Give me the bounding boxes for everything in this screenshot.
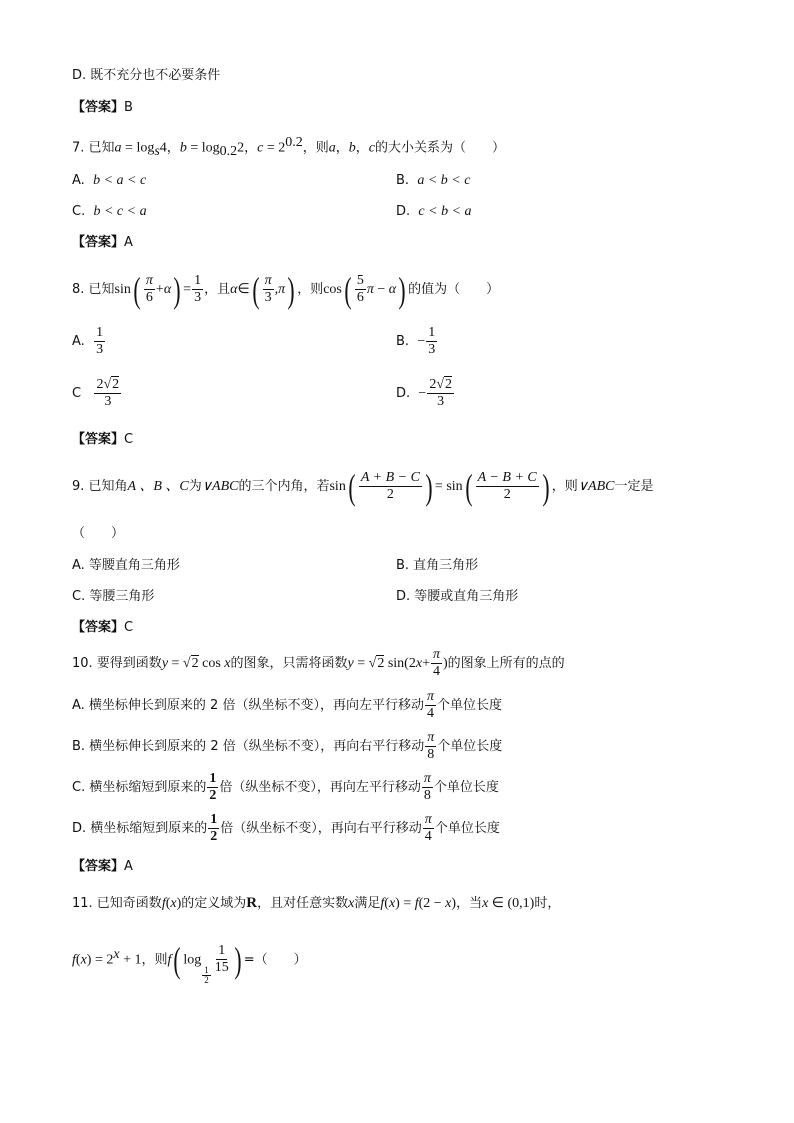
q8-option-a: A. $\frac{1}{3}$ xyxy=(72,325,104,357)
q11-line2: $f(x) = 2^x + 1$，则f( log $\frac{1}{2}$ $\frac{1}{15}$ ) =（ ） xyxy=(72,939,307,986)
q10-stem: 10. 要得到函数y = √2 cos x的图象，只需将函数y = √2 sin(2x+ $\frac{\pi}{4}$ )的图象上所有的点的 xyxy=(72,647,565,679)
q9-option-c: C. 等腰三角形 xyxy=(72,589,155,604)
q8-stem: 8. 已知sin( $\frac{\pi}{6}$ +α) = $\frac{1}{3}$ ，且α∈( $\frac{\pi}{3}$ ,π) ，则cos( $\frac{5}{6}$ π − α) 的值为（ ） xyxy=(72,269,500,310)
q7-option-d: D. c < b < a xyxy=(396,204,472,219)
q7-answer: 【答案】A xyxy=(72,235,133,250)
q8-option-b: B. − $\frac{1}{3}$ xyxy=(396,325,436,357)
q9-answer: 【答案】C xyxy=(72,620,134,635)
q7-option-a: A. b < a < c xyxy=(72,173,147,188)
q11-stem: 11. 已知奇函数f(x)的定义域为R，且对任意实数x满足f(x) = f(2 − x)，当x ∈ (0,1)时， xyxy=(72,895,561,911)
q9-paren: （ ） xyxy=(72,526,125,541)
answer-value: B xyxy=(124,100,133,115)
q9-stem: 9. 已知角A 、B 、C为∨ABC的三个内角，若sin( $\frac{A + B - C}{2}$ ) = sin( $\frac{A - B + C}{2}$ ) ，则∨ABC一定是 xyxy=(72,466,654,507)
q9-option-d: D. 等腰或直角三角形 xyxy=(396,589,519,604)
q9-option-a: A. 等腰直角三角形 xyxy=(72,558,180,573)
q10-option-a: A. 横坐标伸长到原来的 2 倍（纵坐标不变），再向左平行移动 $\frac{\pi}{4}$ 个单位长度 xyxy=(72,689,502,721)
q8-option-d: D. − $\frac{2√2}{3}$ xyxy=(396,377,453,409)
q7-option-c: C. b < c < a xyxy=(72,204,147,219)
q10-option-c: C. 横坐标缩短到原来的 $\frac{1}{2}$ 倍（纵坐标不变），再向左平行移动 $\frac{\pi}{8}$ 个单位长度 xyxy=(72,771,499,803)
q10-option-d: D. 横坐标缩短到原来的 $\frac{1}{2}$ 倍（纵坐标不变），再向右平行移动 $\frac{\pi}{4}$ 个单位长度 xyxy=(72,812,500,844)
q7-stem: 7. 已知$a = \log_s4$，$b = \log_{0.2}2$，$c = 2^{0.2}$，则a，b，c的大小关系为（ ） xyxy=(72,135,506,159)
q7-option-b: B. a < b < c xyxy=(396,173,471,188)
answer-tag: 【答案】 xyxy=(72,100,125,115)
q6-option-d: D. 既不充分也不必要条件 xyxy=(72,68,221,83)
q10-option-b: B. 横坐标伸长到原来的 2 倍（纵坐标不变），再向右平行移动 $\frac{\pi}{8}$ 个单位长度 xyxy=(72,730,503,762)
q10-answer: 【答案】A xyxy=(72,859,133,874)
q8-option-c: C $\frac{2√2}{3}$ xyxy=(72,377,120,409)
q6-answer xyxy=(72,99,133,117)
q8-answer: 【答案】C xyxy=(72,432,134,447)
q9-option-b: B. 直角三角形 xyxy=(396,558,479,573)
